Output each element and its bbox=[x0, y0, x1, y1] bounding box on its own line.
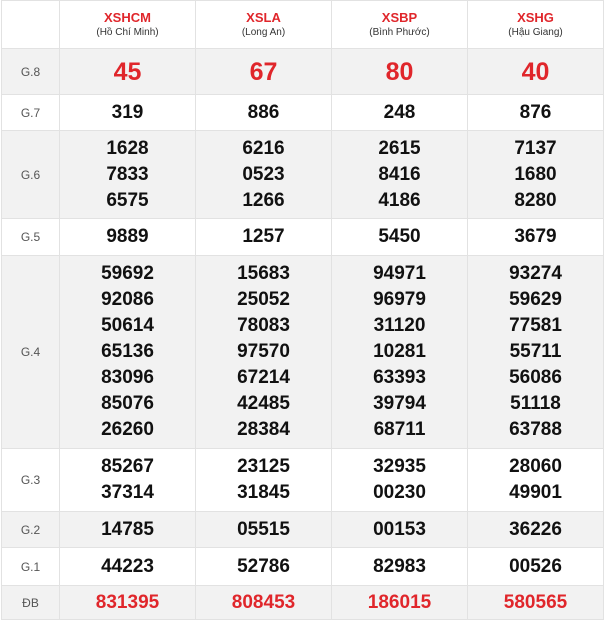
prize-number: 4186 bbox=[378, 189, 421, 211]
prize-number: 68711 bbox=[373, 419, 426, 440]
special-prize-number: 580565 bbox=[503, 591, 568, 613]
prize-number: 59629 bbox=[509, 289, 562, 310]
prize-cell bbox=[60, 548, 196, 586]
province-code[interactable]: XSHCM bbox=[104, 9, 151, 25]
prize-cell bbox=[332, 586, 468, 620]
prize-number: 82983 bbox=[373, 555, 426, 577]
prize-number: 55711 bbox=[509, 341, 562, 362]
province-name: (Long An) bbox=[241, 26, 286, 38]
prize-number: 52786 bbox=[237, 555, 290, 577]
prize-number: 8280 bbox=[514, 189, 557, 211]
province-code[interactable]: XSBP bbox=[381, 9, 418, 25]
prize-number: 49901 bbox=[509, 482, 562, 503]
prize-number: 67 bbox=[249, 57, 278, 86]
prize-cell bbox=[332, 449, 468, 512]
prize-cell bbox=[196, 548, 332, 586]
prize-number: 93274 bbox=[509, 263, 562, 284]
prize-cell bbox=[196, 49, 332, 95]
prize-row bbox=[2, 131, 604, 219]
province-header-hg[interactable] bbox=[468, 1, 604, 49]
prize-number: 85267 bbox=[101, 456, 154, 477]
prize-row bbox=[2, 49, 604, 95]
prize-number: 78083 bbox=[237, 315, 290, 336]
special-prize-number: 831395 bbox=[95, 591, 160, 613]
prize-cell bbox=[332, 548, 468, 586]
prize-row bbox=[2, 586, 604, 620]
prize-number: 9889 bbox=[106, 226, 149, 247]
prize-label: G.6 bbox=[2, 131, 60, 219]
prize-cell bbox=[468, 256, 604, 449]
prize-cell bbox=[468, 449, 604, 512]
prize-number: 6216 bbox=[242, 137, 285, 159]
special-prize-number: 808453 bbox=[231, 591, 296, 613]
prize-row bbox=[2, 512, 604, 548]
prize-row bbox=[2, 449, 604, 512]
corner-cell bbox=[2, 1, 60, 49]
prize-number: 85076 bbox=[101, 393, 154, 414]
prize-cell bbox=[332, 256, 468, 449]
prize-cell bbox=[196, 256, 332, 449]
prize-number: 05515 bbox=[237, 518, 290, 540]
prize-cell bbox=[60, 131, 196, 219]
prize-number: 36226 bbox=[509, 518, 562, 540]
prize-number: 23125 bbox=[237, 456, 290, 477]
province-code[interactable]: XSLA bbox=[246, 9, 281, 25]
prize-label: G.1 bbox=[2, 548, 60, 586]
prize-label: G.2 bbox=[2, 512, 60, 548]
prize-cell bbox=[196, 449, 332, 512]
province-name: (Bình Phước) bbox=[369, 26, 430, 38]
prize-number: 10281 bbox=[373, 341, 426, 362]
prize-number: 1680 bbox=[514, 163, 557, 185]
prize-number: 28060 bbox=[509, 456, 562, 477]
prize-number: 1628 bbox=[106, 137, 149, 159]
prize-cell bbox=[196, 586, 332, 620]
prize-number: 7833 bbox=[106, 163, 149, 185]
prize-number: 14785 bbox=[101, 518, 154, 540]
prize-number: 248 bbox=[383, 101, 416, 123]
province-header-hcm[interactable] bbox=[60, 1, 196, 49]
prize-cell bbox=[468, 586, 604, 620]
prize-number: 44223 bbox=[101, 555, 154, 577]
prize-number: 65136 bbox=[101, 341, 154, 362]
prize-number: 77581 bbox=[509, 315, 562, 336]
prize-cell bbox=[332, 219, 468, 256]
prize-cell bbox=[332, 131, 468, 219]
prize-cell bbox=[60, 256, 196, 449]
prize-row bbox=[2, 548, 604, 586]
province-header-bp[interactable] bbox=[332, 1, 468, 49]
prize-cell bbox=[60, 586, 196, 620]
prize-number: 96979 bbox=[373, 289, 426, 310]
prize-cell bbox=[196, 512, 332, 548]
prize-row bbox=[2, 219, 604, 256]
prize-cell bbox=[60, 49, 196, 95]
prize-number: 94971 bbox=[373, 263, 426, 284]
province-name: (Hậu Giang) bbox=[508, 26, 563, 38]
prize-cell bbox=[332, 95, 468, 131]
prize-label: G.8 bbox=[2, 49, 60, 95]
prize-number: 0523 bbox=[242, 163, 285, 185]
prize-number: 63788 bbox=[509, 419, 562, 440]
prize-number: 6575 bbox=[106, 189, 149, 211]
prize-number: 42485 bbox=[237, 393, 290, 414]
prize-number: 39794 bbox=[373, 393, 426, 414]
province-name: (Hồ Chí Minh) bbox=[96, 26, 159, 38]
prize-number: 59692 bbox=[101, 263, 154, 284]
prize-number: 15683 bbox=[237, 263, 290, 284]
prize-cell bbox=[60, 95, 196, 131]
prize-number: 2615 bbox=[378, 137, 421, 159]
prize-number: 92086 bbox=[101, 289, 154, 310]
prize-cell bbox=[468, 49, 604, 95]
prize-label: G.5 bbox=[2, 219, 60, 256]
prize-number: 25052 bbox=[237, 289, 290, 310]
prize-number: 40 bbox=[521, 57, 550, 86]
prize-number: 80 bbox=[385, 57, 414, 86]
prize-cell bbox=[468, 131, 604, 219]
prize-cell bbox=[468, 512, 604, 548]
prize-cell bbox=[468, 95, 604, 131]
prize-cell bbox=[196, 95, 332, 131]
prize-cell bbox=[332, 49, 468, 95]
prize-number: 886 bbox=[247, 101, 280, 123]
prize-number: 1257 bbox=[242, 226, 285, 247]
prize-number: 45 bbox=[113, 57, 142, 86]
prize-number: 1266 bbox=[242, 189, 285, 211]
prize-cell bbox=[60, 219, 196, 256]
prize-number: 8416 bbox=[378, 163, 421, 185]
prize-number: 63393 bbox=[373, 367, 426, 388]
prize-number: 876 bbox=[519, 101, 552, 123]
prize-number: 50614 bbox=[101, 315, 154, 336]
prize-cell bbox=[60, 449, 196, 512]
prize-number: 5450 bbox=[378, 226, 421, 247]
prize-number: 00230 bbox=[373, 482, 426, 503]
prize-cell bbox=[332, 512, 468, 548]
prize-number: 26260 bbox=[101, 419, 154, 440]
prize-number: 3679 bbox=[514, 226, 557, 247]
prize-number: 31845 bbox=[237, 482, 290, 503]
prize-rows bbox=[2, 49, 604, 620]
prize-number: 67214 bbox=[237, 367, 290, 388]
prize-row bbox=[2, 95, 604, 131]
prize-number: 51118 bbox=[510, 393, 561, 414]
prize-row bbox=[2, 256, 604, 449]
prize-number: 00153 bbox=[373, 518, 426, 540]
prize-number: 56086 bbox=[509, 367, 562, 388]
prize-number: 319 bbox=[111, 101, 144, 123]
prize-number: 00526 bbox=[509, 555, 562, 577]
province-header-la[interactable] bbox=[196, 1, 332, 49]
prize-number: 83096 bbox=[101, 367, 154, 388]
prize-cell bbox=[196, 131, 332, 219]
prize-label: ĐB bbox=[2, 586, 60, 620]
prize-number: 37314 bbox=[101, 482, 154, 503]
special-prize-number: 186015 bbox=[367, 591, 432, 613]
prize-number: 7137 bbox=[514, 137, 557, 159]
province-code[interactable]: XSHG bbox=[517, 9, 554, 25]
prize-cell bbox=[468, 219, 604, 256]
prize-number: 97570 bbox=[237, 341, 290, 362]
prize-label: G.3 bbox=[2, 449, 60, 512]
lottery-results-table bbox=[1, 0, 604, 620]
prize-number: 31120 bbox=[373, 315, 426, 336]
prize-cell bbox=[468, 548, 604, 586]
prize-cell bbox=[60, 512, 196, 548]
province-header-row bbox=[2, 1, 604, 49]
prize-number: 32935 bbox=[373, 456, 426, 477]
prize-cell bbox=[196, 219, 332, 256]
prize-label: G.7 bbox=[2, 95, 60, 131]
prize-label: G.4 bbox=[2, 256, 60, 449]
prize-number: 28384 bbox=[237, 419, 290, 440]
